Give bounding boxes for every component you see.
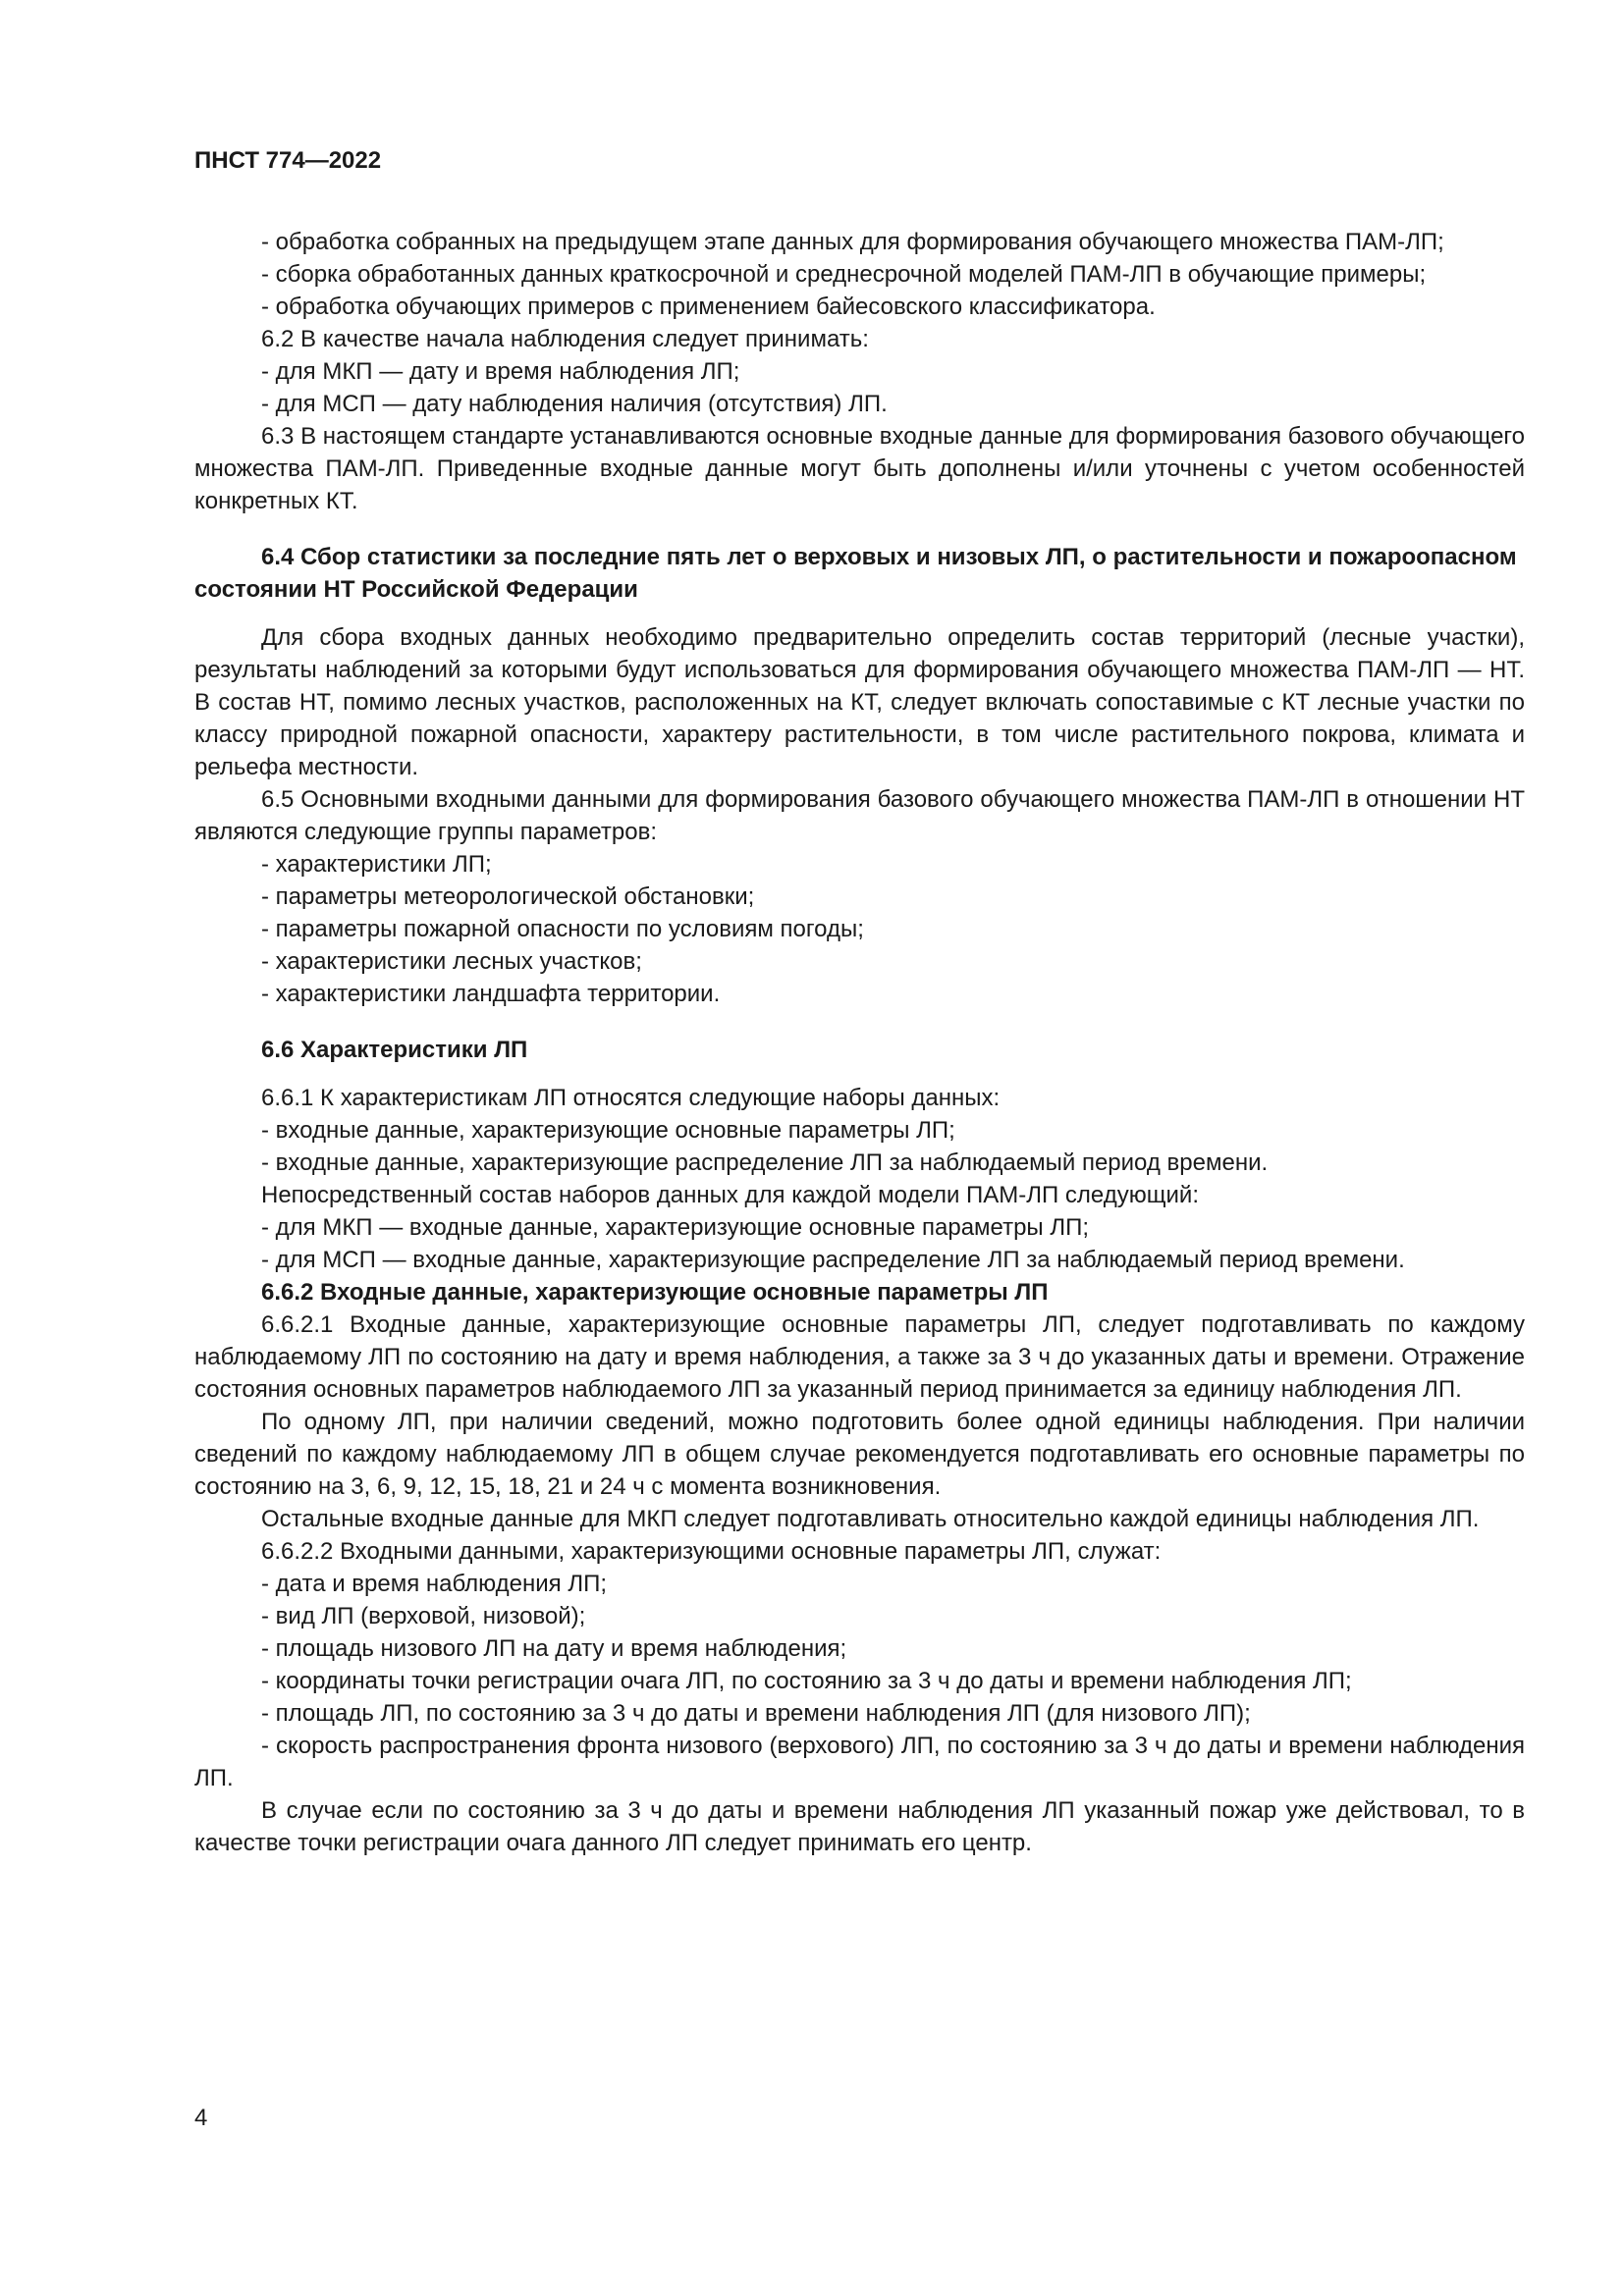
paragraph-6-5: 6.5 Основными входными данными для формирования базового обучающего множества ПАМ-ЛП в отношении НТ являются следующие группы параметров: [194, 786, 1525, 845]
list-item: - параметры пожарной опасности по условиям погоды; [261, 916, 864, 942]
paragraph-6-6-1b: Непосредственный состав наборов данных для каждой модели ПАМ-ЛП следующий: [261, 1182, 1199, 1208]
paragraph-6-6-2-1: 6.6.2.1 Входные данные, характеризующие основные параметры ЛП, следует подготавливать по каждому наблюдаемому ЛП по состоянию на дату и время наблюдения, а также за 3 ч до указанных даты и времени. Отражение состояния основных параметров наблюдаемого ЛП за указанный период принимается за единицу наблюдения ЛП. [194, 1311, 1525, 1403]
paragraph-6-3: 6.3 В настоящем стандарте устанавливаются основные входные данные для формирования базового обучающего множества ПАМ-ЛП. Приведенные входные данные могут быть дополнены и/или уточнены с учетом особенностей конкретных КТ. [194, 423, 1525, 514]
list-item: - характеристики ЛП; [261, 851, 492, 878]
list-item: - для МКП — входные данные, характеризующие основные параметры ЛП; [261, 1214, 1090, 1241]
list-item: - характеристики ландшафта территории. [261, 981, 721, 1007]
list-item: - дата и время наблюдения ЛП; [261, 1571, 607, 1597]
section-heading-6-6: 6.6 Характеристики ЛП [261, 1037, 528, 1063]
list-item: - входные данные, характеризующие распределение ЛП за наблюдаемый период времени. [261, 1149, 1269, 1176]
section-heading-6-4: 6.4 Сбор статистики за последние пять лет о верховых и низовых ЛП, о растительности и пожароопасном состоянии НТ Российской Федерации [194, 544, 1517, 603]
list-item: - обработка обучающих примеров с применением байесовского классификатора. [261, 294, 1156, 320]
document-id-header: ПНСТ 774—2022 [194, 147, 382, 174]
paragraph-6-6-2-2: 6.6.2.2 Входными данными, характеризующими основные параметры ЛП, служат: [261, 1538, 1162, 1565]
list-item: - площадь ЛП, по состоянию за 3 ч до даты и времени наблюдения ЛП (для низового ЛП); [261, 1700, 1251, 1727]
paragraph-6-2: 6.2 В качестве начала наблюдения следует принимать: [261, 326, 869, 352]
list-item: - для МСП — входные данные, характеризующие распределение ЛП за наблюдаемый период времени. [261, 1247, 1405, 1273]
list-item: - для МСП — дату наблюдения наличия (отсутствия) ЛП. [261, 391, 888, 417]
page-body [194, 226, 1525, 1859]
paragraph-6-6-1: 6.6.1 К характеристикам ЛП относятся следующие наборы данных: [261, 1085, 1001, 1111]
list-item: - вид ЛП (верховой, низовой); [261, 1603, 586, 1629]
list-item: - характеристики лесных участков; [261, 948, 642, 975]
paragraph-final: В случае если по состоянию за 3 ч до даты и времени наблюдения ЛП указанный пожар уже действовал, то в качестве точки регистрации очага данного ЛП следует принимать его центр. [194, 1797, 1525, 1856]
list-item: - площадь низового ЛП на дату и время наблюдения; [261, 1635, 847, 1662]
paragraph-6-4: Для сбора входных данных необходимо предварительно определить состав территорий (лесные участки), результаты наблюдений за которыми будут использоваться для формирования обучающего множества ПАМ-ЛП — НТ. В состав НТ, помимо лесных участков, расположенных на КТ, следует включать сопоставимые с КТ лесные участки по классу природной пожарной опасности, характеру растительности, в том числе растительного покрова, климата и рельефа местности. [194, 624, 1525, 780]
list-item: - входные данные, характеризующие основные параметры ЛП; [261, 1117, 955, 1144]
list-item: - скорость распространения фронта низового (верхового) ЛП, по состоянию за 3 ч до даты и времени наблюдения ЛП. [194, 1733, 1525, 1791]
list-item: - сборка обработанных данных краткосрочной и среднесрочной моделей ПАМ-ЛП в обучающие примеры; [261, 261, 1427, 288]
list-item: - обработка собранных на предыдущем этапе данных для формирования обучающего множества ПАМ-ЛП; [261, 229, 1444, 255]
paragraph-6-6-2-1c: Остальные входные данные для МКП следует подготавливать относительно каждой единицы наблюдения ЛП. [261, 1506, 1480, 1532]
list-item: - координаты точки регистрации очага ЛП, по состоянию за 3 ч до даты и времени наблюдения ЛП; [261, 1668, 1352, 1694]
page-number: 4 [194, 2105, 208, 2131]
section-heading-6-6-2: 6.6.2 Входные данные, характеризующие основные параметры ЛП [261, 1279, 1049, 1306]
paragraph-6-6-2-1b: По одному ЛП, при наличии сведений, можно подготовить более одной единицы наблюдения. При наличии сведений по каждому наблюдаемому ЛП в общем случае рекомендуется подготавливать его основные параметры по состоянию на 3, 6, 9, 12, 15, 18, 21 и 24 ч с момента возникновения. [194, 1409, 1525, 1500]
list-item: - для МКП — дату и время наблюдения ЛП; [261, 358, 740, 385]
list-item: - параметры метеорологической обстановки; [261, 883, 755, 910]
